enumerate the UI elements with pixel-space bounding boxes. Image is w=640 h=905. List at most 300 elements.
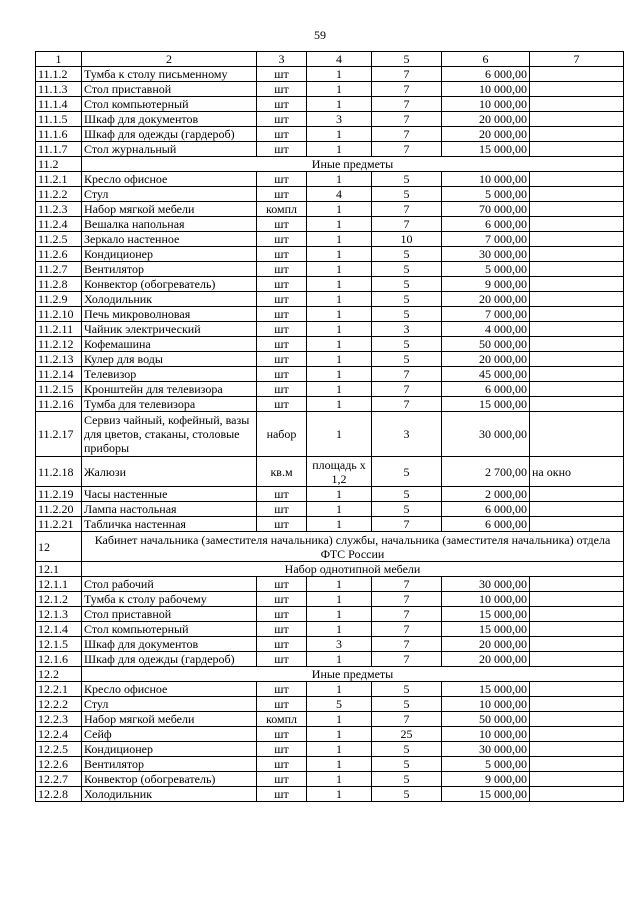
item-price: 10 000,00 [442,97,530,112]
item-price: 10 000,00 [442,592,530,607]
item-price: 7 000,00 [442,307,530,322]
item-note [530,322,624,337]
item-note [530,337,624,352]
table-row [36,682,624,697]
item-price: 20 000,00 [442,127,530,142]
item-price: 20 000,00 [442,352,530,367]
item-service-life: 7 [372,592,442,607]
item-note [530,742,624,757]
item-note [530,682,624,697]
header-cell-1: 1 [36,52,82,67]
item-price: 2 000,00 [442,487,530,502]
table-row [36,592,624,607]
item-code: 11.2.8 [36,277,82,292]
item-name: Печь микроволновая [82,307,257,322]
item-name: Холодильник [82,292,257,307]
item-quantity: 1 [307,787,372,802]
item-unit: шт [257,772,307,787]
item-name: Сервиз чайный, кофейный, вазы для цветов, стаканы, столовые приборы [82,412,257,457]
item-note [530,757,624,772]
item-service-life: 3 [372,412,442,457]
item-note [530,292,624,307]
item-unit: шт [257,757,307,772]
item-code: 12.2.2 [36,697,82,712]
item-unit: шт [257,217,307,232]
table-row [36,82,624,97]
item-code: 11.2.3 [36,202,82,217]
item-price: 15 000,00 [442,787,530,802]
item-name: Стол рабочий [82,577,257,592]
item-name: Жалюзи [82,457,257,487]
item-name: Конвектор (обогреватель) [82,772,257,787]
item-name: Стол журнальный [82,142,257,157]
item-note [530,172,624,187]
item-code: 12.2.3 [36,712,82,727]
item-quantity: 1 [307,397,372,412]
item-code: 11.1.6 [36,127,82,142]
item-note [530,232,624,247]
item-name: Шкаф для документов [82,112,257,127]
item-code: 12.1.6 [36,652,82,667]
item-quantity: 1 [307,352,372,367]
item-service-life: 5 [372,262,442,277]
item-code: 11.2.19 [36,487,82,502]
item-price: 6 000,00 [442,502,530,517]
table-row [36,712,624,727]
item-quantity: 1 [307,757,372,772]
item-code: 11.2.2 [36,187,82,202]
item-unit: шт [257,652,307,667]
item-code: 11.2.14 [36,367,82,382]
section-code: 12 [36,532,82,562]
section-title: Кабинет начальника (заместителя начальника) службы, начальника (заместителя начальника) отдела ФТС России [82,532,624,562]
item-price: 15 000,00 [442,397,530,412]
item-note [530,712,624,727]
item-code: 11.2.16 [36,397,82,412]
item-service-life: 7 [372,142,442,157]
item-unit: шт [257,622,307,637]
item-unit: набор [257,412,307,457]
item-service-life: 7 [372,367,442,382]
item-code: 11.2.12 [36,337,82,352]
item-service-life: 5 [372,247,442,262]
item-quantity: 1 [307,487,372,502]
item-code: 11.2.11 [36,322,82,337]
table-row [36,757,624,772]
item-code: 11.2.18 [36,457,82,487]
item-name: Стул [82,697,257,712]
item-service-life: 5 [372,292,442,307]
item-service-life: 7 [372,67,442,82]
item-quantity: 3 [307,112,372,127]
item-note [530,97,624,112]
item-price: 10 000,00 [442,172,530,187]
item-unit: шт [257,742,307,757]
item-quantity: 3 [307,637,372,652]
item-code: 11.2.17 [36,412,82,457]
item-service-life: 5 [372,457,442,487]
item-price: 20 000,00 [442,637,530,652]
item-service-life: 25 [372,727,442,742]
table-row [36,787,624,802]
header-cell-3: 3 [257,52,307,67]
item-name: Набор мягкой мебели [82,202,257,217]
item-unit: шт [257,337,307,352]
item-price: 6 000,00 [442,217,530,232]
item-quantity: 1 [307,517,372,532]
item-unit: компл [257,202,307,217]
item-name: Кондиционер [82,742,257,757]
item-price: 2 700,00 [442,457,530,487]
header-cell-2: 2 [82,52,257,67]
item-service-life: 7 [372,652,442,667]
item-unit: шт [257,787,307,802]
item-price: 10 000,00 [442,82,530,97]
item-quantity: 1 [307,247,372,262]
item-code: 11.1.7 [36,142,82,157]
item-service-life: 5 [372,772,442,787]
item-quantity: 1 [307,82,372,97]
item-name: Чайник электрический [82,322,257,337]
item-code: 12.1.3 [36,607,82,622]
item-unit: шт [257,82,307,97]
item-price: 20 000,00 [442,292,530,307]
item-note [530,367,624,382]
item-note [530,727,624,742]
table-row [36,322,624,337]
item-code: 11.1.5 [36,112,82,127]
item-unit: шт [257,697,307,712]
item-quantity: 1 [307,412,372,457]
item-unit: шт [257,592,307,607]
section-row [36,157,624,172]
item-service-life: 7 [372,622,442,637]
table-row [36,457,624,487]
item-price: 5 000,00 [442,757,530,772]
item-service-life: 3 [372,322,442,337]
table-row [36,67,624,82]
item-quantity: 1 [307,592,372,607]
item-code: 12.2.6 [36,757,82,772]
item-service-life: 5 [372,337,442,352]
item-code: 11.1.3 [36,82,82,97]
item-code: 11.2.5 [36,232,82,247]
table-row [36,142,624,157]
item-name: Стол приставной [82,82,257,97]
item-name: Зеркало настенное [82,232,257,247]
item-unit: шт [257,637,307,652]
item-service-life: 7 [372,202,442,217]
item-quantity: 1 [307,172,372,187]
item-note [530,787,624,802]
item-unit: шт [257,292,307,307]
item-service-life: 5 [372,187,442,202]
item-quantity: 1 [307,337,372,352]
item-code: 11.2.9 [36,292,82,307]
item-unit: шт [257,502,307,517]
item-unit: шт [257,97,307,112]
table-row [36,127,624,142]
item-quantity: 1 [307,367,372,382]
item-unit: шт [257,142,307,157]
item-note [530,592,624,607]
item-note [530,412,624,457]
item-price: 15 000,00 [442,682,530,697]
item-unit: шт [257,112,307,127]
item-service-life: 5 [372,757,442,772]
table-row [36,307,624,322]
item-unit: шт [257,682,307,697]
item-service-life: 5 [372,502,442,517]
item-service-life: 7 [372,112,442,127]
table-row [36,187,624,202]
table-row [36,517,624,532]
item-quantity: 1 [307,382,372,397]
item-price: 15 000,00 [442,142,530,157]
item-code: 11.2.15 [36,382,82,397]
table-row [36,232,624,247]
header-cell-5: 5 [372,52,442,67]
item-note [530,382,624,397]
item-service-life: 7 [372,97,442,112]
header-cell-6: 6 [442,52,530,67]
item-unit: кв.м [257,457,307,487]
table-row [36,607,624,622]
item-price: 5 000,00 [442,262,530,277]
item-note [530,772,624,787]
item-name: Стол компьютерный [82,97,257,112]
item-service-life: 7 [372,712,442,727]
table-row [36,487,624,502]
item-quantity: 4 [307,187,372,202]
item-quantity: площадь х 1,2 [307,457,372,487]
item-quantity: 1 [307,607,372,622]
table-row [36,337,624,352]
norms-table [35,51,624,802]
item-price: 30 000,00 [442,247,530,262]
table-row [36,637,624,652]
item-service-life: 5 [372,487,442,502]
item-code: 11.2.6 [36,247,82,262]
section-row [36,532,624,562]
item-name: Сейф [82,727,257,742]
item-note [530,247,624,262]
item-name: Вентилятор [82,757,257,772]
section-title: Иные предметы [82,667,624,682]
item-price: 50 000,00 [442,337,530,352]
item-name: Кулер для воды [82,352,257,367]
table-row [36,727,624,742]
item-quantity: 1 [307,772,372,787]
item-name: Тумба для телевизора [82,397,257,412]
item-note [530,307,624,322]
item-code: 12.1.4 [36,622,82,637]
item-note [530,217,624,232]
table-row [36,772,624,787]
item-code: 11.2.10 [36,307,82,322]
item-price: 20 000,00 [442,112,530,127]
table-row [36,202,624,217]
section-title: Набор однотипной мебели [82,562,624,577]
item-name: Часы настенные [82,487,257,502]
item-quantity: 1 [307,142,372,157]
item-code: 12.2.1 [36,682,82,697]
item-price: 5 000,00 [442,187,530,202]
item-service-life: 5 [372,277,442,292]
item-name: Кресло офисное [82,682,257,697]
item-name: Набор мягкой мебели [82,712,257,727]
item-name: Кронштейн для телевизора [82,382,257,397]
item-unit: шт [257,352,307,367]
item-code: 11.1.2 [36,67,82,82]
item-code: 11.2.4 [36,217,82,232]
item-service-life: 7 [372,637,442,652]
item-price: 9 000,00 [442,772,530,787]
item-price: 7 000,00 [442,232,530,247]
item-service-life: 5 [372,307,442,322]
item-note [530,397,624,412]
item-quantity: 1 [307,577,372,592]
item-unit: шт [257,127,307,142]
item-quantity: 1 [307,727,372,742]
item-code: 11.2.7 [36,262,82,277]
item-unit: шт [257,247,307,262]
section-code: 11.2 [36,157,82,172]
item-service-life: 5 [372,352,442,367]
item-unit: шт [257,607,307,622]
section-code: 12.2 [36,667,82,682]
item-code: 12.1.2 [36,592,82,607]
item-price: 15 000,00 [442,607,530,622]
item-unit: шт [257,322,307,337]
item-name: Кондиционер [82,247,257,262]
table-row [36,382,624,397]
item-name: Телевизор [82,367,257,382]
page-number: 59 [314,28,326,42]
item-unit: шт [257,367,307,382]
item-name: Тумба к столу письменному [82,67,257,82]
item-code: 11.2.20 [36,502,82,517]
table-row [36,652,624,667]
item-service-life: 10 [372,232,442,247]
table-row [36,502,624,517]
item-name: Холодильник [82,787,257,802]
header-cell-7: 7 [530,52,624,67]
table-row [36,577,624,592]
item-quantity: 1 [307,322,372,337]
table-row [36,247,624,262]
item-code: 12.2.8 [36,787,82,802]
table-row [36,97,624,112]
item-quantity: 1 [307,67,372,82]
item-name: Табличка настенная [82,517,257,532]
item-unit: шт [257,172,307,187]
item-quantity: 1 [307,127,372,142]
item-note [530,262,624,277]
item-unit: шт [257,727,307,742]
item-price: 70 000,00 [442,202,530,217]
item-name: Стол компьютерный [82,622,257,637]
item-service-life: 5 [372,682,442,697]
item-name: Стул [82,187,257,202]
table-row [36,622,624,637]
item-quantity: 1 [307,277,372,292]
table-row [36,367,624,382]
item-quantity: 1 [307,202,372,217]
item-note [530,352,624,367]
item-quantity: 1 [307,712,372,727]
header-cell-4: 4 [307,52,372,67]
item-service-life: 7 [372,517,442,532]
item-name: Вентилятор [82,262,257,277]
item-service-life: 7 [372,577,442,592]
item-note: на окно [530,457,624,487]
item-note [530,187,624,202]
item-unit: шт [257,382,307,397]
section-code: 12.1 [36,562,82,577]
item-name: Шкаф для одежды (гардероб) [82,652,257,667]
item-name: Вешалка напольная [82,217,257,232]
item-price: 30 000,00 [442,742,530,757]
item-quantity: 1 [307,682,372,697]
item-quantity: 1 [307,232,372,247]
section-title: Иные предметы [82,157,624,172]
item-code: 12.2.5 [36,742,82,757]
item-note [530,652,624,667]
item-note [530,82,624,97]
item-price: 50 000,00 [442,712,530,727]
item-note [530,577,624,592]
item-note [530,277,624,292]
table-row [36,352,624,367]
item-price: 9 000,00 [442,277,530,292]
item-note [530,697,624,712]
item-service-life: 7 [372,607,442,622]
item-quantity: 5 [307,697,372,712]
item-quantity: 1 [307,217,372,232]
section-row [36,562,624,577]
table-row [36,397,624,412]
item-code: 12.1.1 [36,577,82,592]
item-unit: компл [257,712,307,727]
item-unit: шт [257,517,307,532]
item-note [530,607,624,622]
item-price: 4 000,00 [442,322,530,337]
item-unit: шт [257,397,307,412]
item-name: Шкаф для одежды (гардероб) [82,127,257,142]
item-unit: шт [257,307,307,322]
item-name: Конвектор (обогреватель) [82,277,257,292]
item-note [530,67,624,82]
item-quantity: 1 [307,742,372,757]
item-name: Лампа настольная [82,502,257,517]
item-unit: шт [257,262,307,277]
item-price: 10 000,00 [442,727,530,742]
item-name: Шкаф для документов [82,637,257,652]
item-service-life: 7 [372,217,442,232]
item-quantity: 1 [307,652,372,667]
item-price: 6 000,00 [442,517,530,532]
item-code: 11.2.21 [36,517,82,532]
table-row [36,412,624,457]
item-price: 15 000,00 [442,622,530,637]
table-row [36,742,624,757]
section-row [36,667,624,682]
table-row [36,292,624,307]
item-price: 10 000,00 [442,697,530,712]
item-note [530,517,624,532]
item-unit: шт [257,577,307,592]
